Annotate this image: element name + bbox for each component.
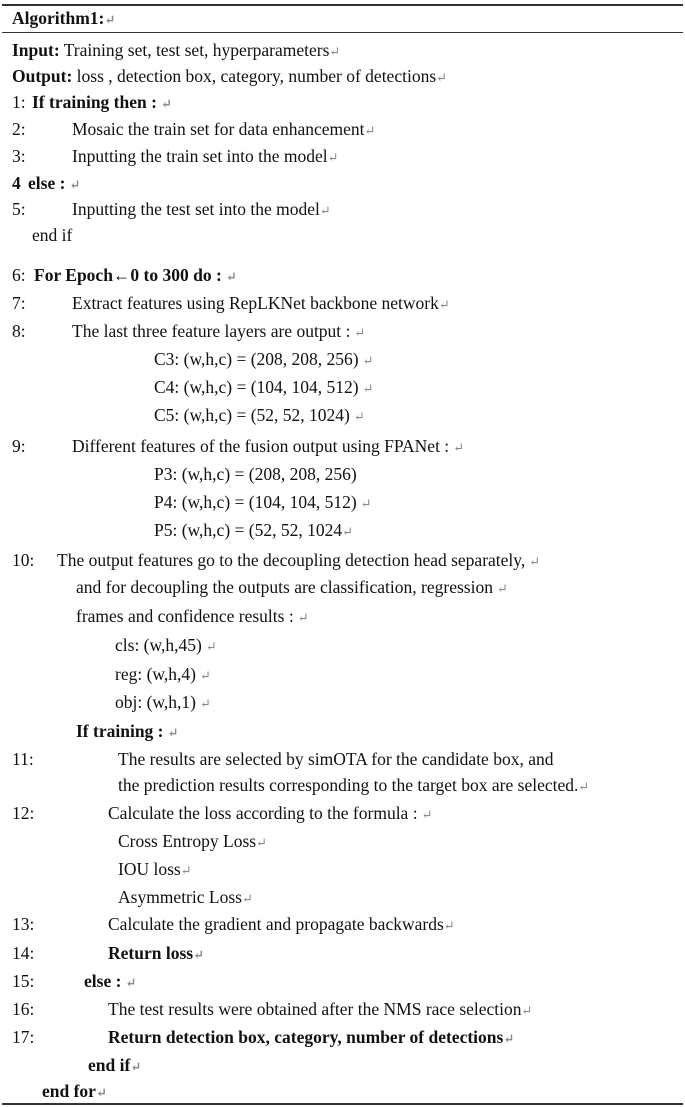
step-number: 1: — [12, 92, 26, 112]
step-number: 5: — [12, 199, 26, 219]
input-label: Input: — [12, 40, 60, 60]
step-number: 11: — [12, 749, 34, 769]
step-text: If training : ↵ — [76, 721, 179, 741]
step-number: 15: — [12, 971, 35, 991]
step-text: end if — [32, 225, 73, 245]
step-text: P4: (w,h,c) = (104, 104, 512) ↵ — [154, 492, 372, 512]
step-text: Different features of the fusion output using FPANet : ↵ — [72, 436, 465, 456]
step-text: Inputting the test set into the model↵ — [72, 199, 331, 219]
step-number: 8: — [12, 321, 26, 341]
step-text: cls: (w,h,45) ↵ — [115, 635, 217, 655]
step-text: reg: (w,h,4) ↵ — [115, 664, 211, 684]
step-text: obj: (w,h,1) ↵ — [115, 692, 211, 712]
step-text: P3: (w,h,c) = (208, 208, 256) — [154, 464, 357, 484]
step-text: C4: (w,h,c) = (104, 104, 512) ↵ — [154, 377, 374, 397]
step-number: 6: — [12, 265, 26, 285]
step-number: 9: — [12, 436, 26, 456]
step-text: The results are selected by simOTA for the candidate box, and — [118, 749, 554, 769]
step-text: frames and confidence results : ↵ — [76, 606, 309, 626]
step-text: For Epoch←0 to 300 do : ↵ — [34, 265, 237, 285]
step-text: Inputting the train set into the model↵ — [72, 146, 339, 166]
step-text: end if↵ — [88, 1055, 142, 1075]
step-text: Return loss↵ — [108, 943, 204, 963]
step-text: end for↵ — [42, 1081, 107, 1101]
step-text: else : ↵ — [28, 173, 81, 193]
step-number: 10: — [12, 550, 35, 570]
step-text: The last three feature layers are output : ↵ — [72, 321, 366, 341]
algorithm-title: Algorithm1:↵ — [12, 8, 116, 28]
step-text: Calculate the gradient and propagate backwards↵ — [108, 914, 455, 934]
output-label: Output: — [12, 66, 73, 86]
step-text: If training then : ↵ — [32, 92, 172, 112]
output-text: loss , detection box, category, number of detections — [76, 66, 437, 86]
step-text: Mosaic the train set for data enhancement↵ — [72, 119, 376, 139]
step-number: 4 — [12, 173, 21, 193]
step-text: The test results were obtained after the NMS race selection↵ — [108, 999, 533, 1019]
step-number: 13: — [12, 914, 35, 934]
input-text: Training set, test set, hyperparameters — [63, 40, 330, 60]
step-text: Return detection box, category, number of detections↵ — [108, 1027, 515, 1047]
step-text: Calculate the loss according to the formula : ↵ — [108, 803, 433, 823]
step-text: Extract features using RepLKNet backbone network↵ — [72, 293, 450, 313]
step-text: else : ↵ — [84, 971, 137, 991]
step-text: P5: (w,h,c) = (52, 52, 1024↵ — [154, 520, 353, 540]
step-text: The output features go to the decoupling detection head separately, ↵ — [57, 550, 541, 570]
step-number: 3: — [12, 146, 26, 166]
step-number: 17: — [12, 1027, 35, 1047]
step-text: IOU loss↵ — [118, 859, 192, 879]
step-number: 7: — [12, 293, 26, 313]
step-number: 14: — [12, 943, 35, 963]
step-text: C3: (w,h,c) = (208, 208, 256) ↵ — [154, 349, 374, 369]
step-text: Cross Entropy Loss↵ — [118, 831, 267, 851]
step-text: the prediction results corresponding to the target box are selected.↵ — [118, 775, 590, 795]
step-number: 16: — [12, 999, 35, 1019]
step-text: and for decoupling the outputs are classification, regression ↵ — [76, 577, 508, 597]
step-number: 2: — [12, 119, 26, 139]
step-text: C5: (w,h,c) = (52, 52, 1024) ↵ — [154, 405, 365, 425]
step-number: 12: — [12, 803, 35, 823]
step-text: Asymmetric Loss↵ — [118, 887, 253, 907]
